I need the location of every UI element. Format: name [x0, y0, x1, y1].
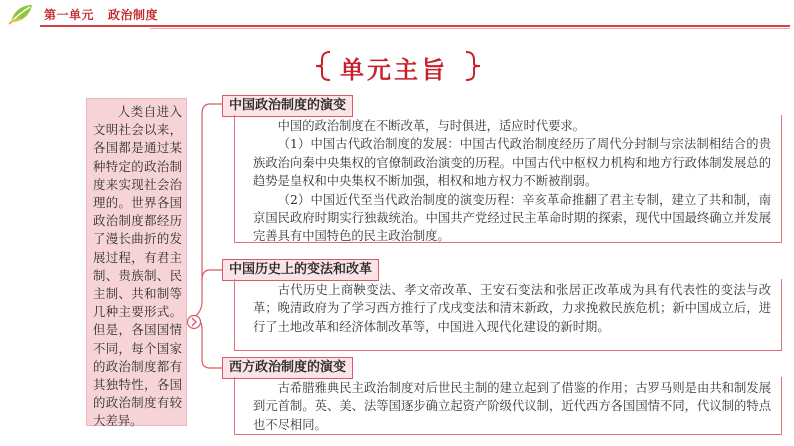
intro-box [86, 98, 187, 429]
section-heading-western: 西方政治制度的演变 [222, 357, 353, 379]
section-heading-reforms: 中国历史上的变法和改革 [222, 259, 379, 281]
section-body-reforms [234, 279, 782, 351]
tree-connector [186, 92, 226, 382]
banner-title: 单元主旨 [340, 56, 448, 84]
section-paragraph: 中国的政治制度在不断改革，与时俱进，适应时代要求。 [277, 119, 586, 133]
section-paragraph: 古代历史上商鞅变法、孝文帝改革、王安石变法和张居正改革成为具有代表性的变法与改革；晚清政府为了学习西方推行了戊戌变法和清末新政，力求挽救民族危机；新中国成立后，进行了土地改革和经济体制改革等，中国进入现代化建设的新时期。 [253, 283, 771, 334]
section-paragraph: （1）中国古代政治制度的发展：中国古代政治制度经历了周代分封制与宗法制相结合的贵族政治向秦中央集权的官僚制政治演变的历程。中国古代中枢权力机构和地方行政体制发展总的趋势是皇权和中央集权不断加强，相权和地方权力不断被削弱。 [253, 137, 771, 189]
unit-theme-banner [312, 46, 484, 86]
leaf-logo-icon [8, 3, 34, 25]
header-divider [40, 25, 790, 27]
intro-text: 人类自进入文明社会以来，各国都是通过某种特定的政治制度来实现社会治理的。世界各国政治制度都经历了漫长曲折的发展过程，有君主制、贵族制、民主制、共和制等几种主要形式。但是，各国国情不同，每个国家的政治制度都有其独特性，各国的政治制度有较大差异。 [93, 104, 182, 429]
header-title [44, 6, 172, 23]
section-heading-political-evolution: 中国政治制度的演变 [222, 95, 353, 117]
unit-title: 政治制度 [108, 8, 159, 22]
branch-node-icon [188, 316, 201, 329]
section-paragraph: （2）中国近代至当代政治制度的演变历程：辛亥革命推翻了君主专制，建立了共和制，南京国民政府时期实行独裁统治。中国共产党经过民主革命时期的探索，现代中国最终确立并发展完善具有中国特色的民主政治制度。 [253, 192, 771, 244]
header-divider-thin [150, 28, 790, 29]
unit-label: 第一单元 [44, 8, 95, 22]
section-body-western [234, 377, 782, 435]
top-header [0, 0, 794, 27]
section-body-political-evolution [234, 115, 782, 243]
section-paragraph: 古希腊雅典民主政治制度对后世民主制的建立起到了借鉴的作用；古罗马则是由共和制发展到元首制。英、美、法等国逐步确立起资产阶级代议制，近代西方各国国情不同，代议制的特点也不尽相同。 [253, 381, 771, 432]
